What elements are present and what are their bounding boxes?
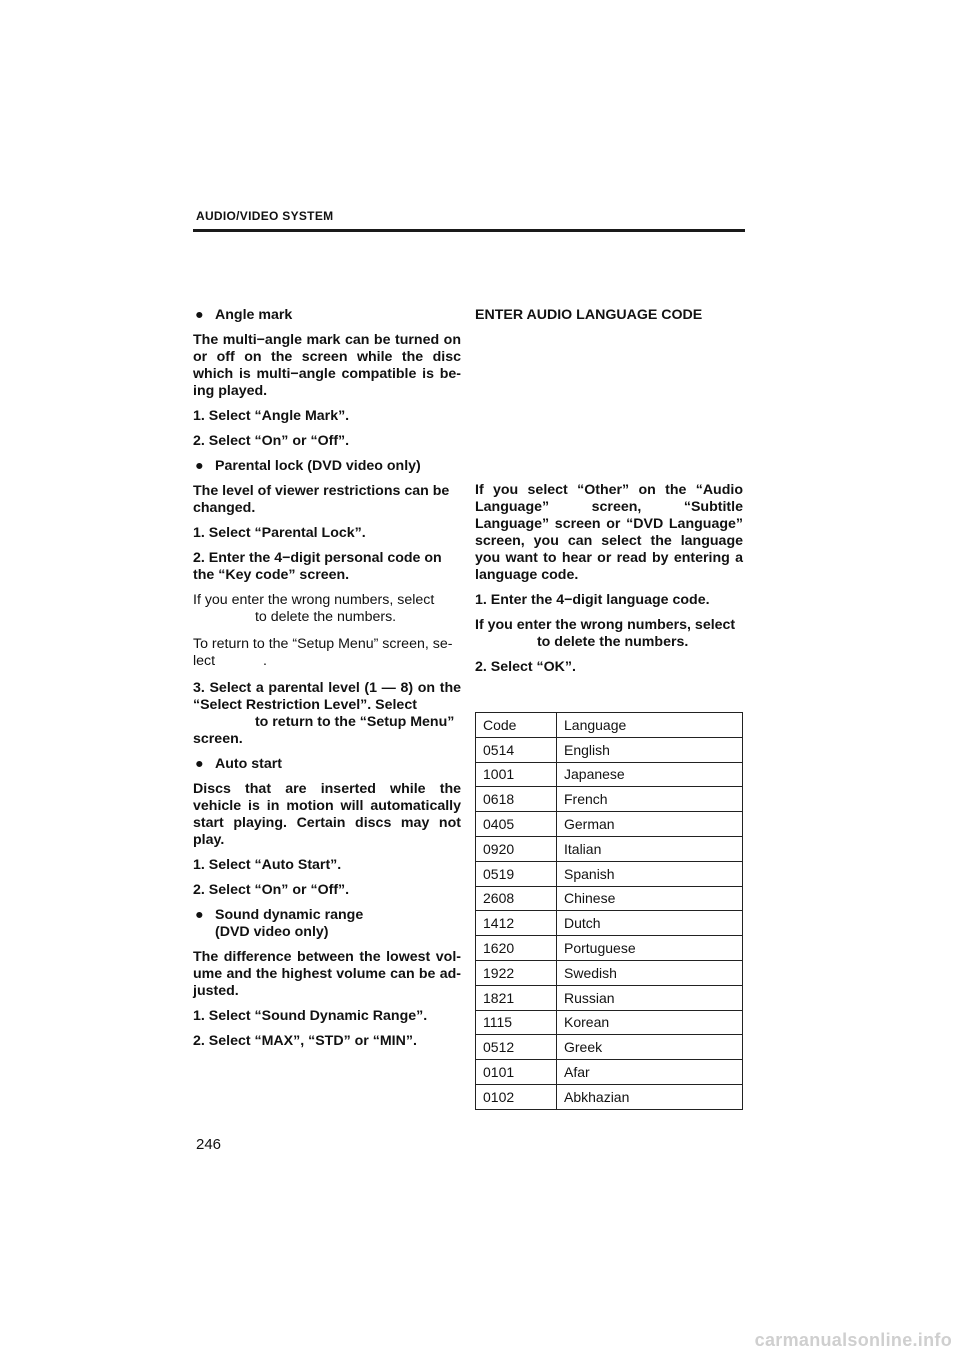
page-number: 246: [196, 1136, 222, 1153]
language-code-cell: 2608: [476, 886, 557, 911]
parental-lock-heading: [193, 458, 461, 475]
language-name-cell: Portuguese: [557, 936, 743, 961]
angle-step-2: 2. Select “On” or “Off”.: [193, 433, 350, 449]
left-column: [193, 307, 461, 1050]
language-wrong-note: [475, 617, 743, 651]
sdr-title-2: (DVD video only): [215, 924, 329, 940]
language-code-cell: 1412: [476, 911, 557, 936]
audio-language-title: ENTER AUDIO LANGUAGE CODE: [475, 307, 703, 323]
language-code-table: [475, 712, 743, 1110]
table-row: [476, 911, 743, 936]
screen-illustration-placeholder: [475, 324, 743, 472]
language-code-cell: 0514: [476, 737, 557, 762]
delete-button-icon: [193, 611, 251, 621]
parental-step-3c: screen.: [193, 731, 243, 747]
language-code-cell: 1115: [476, 1010, 557, 1035]
auto-start-step-1: 1. Select “Auto Start”.: [193, 857, 342, 873]
table-row: [476, 1060, 743, 1085]
table-header-row: [476, 713, 743, 738]
language-name-cell: Afar: [557, 1060, 743, 1085]
sdr-step-2: 2. Select “MAX”, “STD” or “MIN”.: [193, 1033, 417, 1049]
language-code-cell: 0102: [476, 1084, 557, 1109]
language-name-cell: Dutch: [557, 911, 743, 936]
language-name-cell: Spanish: [557, 861, 743, 886]
table-row: [476, 985, 743, 1010]
table-row: [476, 762, 743, 787]
language-wrong-note-a: If you enter the wrong numbers, select: [475, 617, 736, 633]
table-row: [476, 1084, 743, 1109]
language-code-cell: 1001: [476, 762, 557, 787]
angle-step-1: 1. Select “Angle Mark”.: [193, 408, 350, 424]
delete-button-icon: [475, 636, 533, 646]
angle-mark-title: Angle mark: [215, 307, 293, 323]
header-rule: [193, 229, 745, 232]
language-step-1: 1. Enter the 4−digit language code.: [475, 592, 710, 608]
return-note-b: lect: [193, 653, 216, 669]
parental-step-3: [193, 680, 461, 748]
language-code-cell: 0405: [476, 812, 557, 837]
angle-mark-description: The multi−angle mark can be turned on or off on the screen while the disc which is multi−angle compatible is be- ing played.: [193, 332, 461, 399]
wrong-numbers-note: [193, 592, 461, 626]
language-step-2: 2. Select “OK”.: [475, 659, 576, 675]
section-header: AUDIO/VIDEO SYSTEM: [196, 209, 334, 223]
return-note: To return to the “Setup Menu” screen, se- lect .: [193, 636, 453, 669]
parental-step-2: 2. Enter the 4−digit personal code on the “Key code” screen.: [193, 550, 442, 583]
bullet-icon: ●: [195, 756, 204, 772]
language-code-cell: 1821: [476, 985, 557, 1010]
sdr-description: The difference between the lowest vol- ume and the highest volume can be ad- justed.: [193, 949, 461, 999]
back-button-icon: [193, 716, 251, 726]
parental-lock-title: Parental lock (DVD video only): [215, 458, 421, 474]
bullet-icon: ●: [195, 458, 204, 474]
parental-lock-description: The level of viewer restrictions can be changed.: [193, 483, 450, 516]
auto-start-title: Auto start: [215, 756, 282, 772]
table-row: [476, 886, 743, 911]
language-code-cell: 0101: [476, 1060, 557, 1085]
watermark: carmanualsonline.info: [754, 1330, 952, 1350]
table-row: [476, 861, 743, 886]
table-row: [476, 936, 743, 961]
bullet-icon: ●: [195, 307, 204, 323]
language-code-cell: 1922: [476, 960, 557, 985]
language-name-cell: Abkhazian: [557, 1084, 743, 1109]
parental-step-3b: to return to the “Setup Menu”: [254, 714, 455, 730]
language-code-cell: 0519: [476, 861, 557, 886]
language-name-cell: Korean: [557, 1010, 743, 1035]
language-name-cell: German: [557, 812, 743, 837]
table-row: [476, 737, 743, 762]
wrong-numbers-note-a: If you enter the wrong numbers, select: [193, 592, 435, 608]
language-code-cell: 0618: [476, 787, 557, 812]
language-wrong-note-b: to delete the numbers.: [536, 634, 689, 650]
language-name-cell: Russian: [557, 985, 743, 1010]
wrong-numbers-note-b: to delete the numbers.: [254, 609, 397, 625]
language-name-cell: French: [557, 787, 743, 812]
sdr-step-1: 1. Select “Sound Dynamic Range”.: [193, 1008, 428, 1024]
table-row: [476, 836, 743, 861]
auto-start-heading: [193, 756, 461, 773]
language-code-cell: 0920: [476, 836, 557, 861]
language-name-cell: Swedish: [557, 960, 743, 985]
bullet-icon: ●: [195, 907, 204, 923]
column-header-code: Code: [476, 713, 557, 738]
return-note-a: To return to the “Setup Menu” screen, se-: [193, 636, 453, 652]
right-column: [475, 307, 743, 676]
audio-language-description: If you select “Other” on the “Audio Language” screen, “Subtitle Language” screen or “DVD Language” screen, you can select the language you want to hear or read by entering a language code.: [475, 482, 743, 583]
table-row: [476, 812, 743, 837]
table-row: [476, 1035, 743, 1060]
angle-mark-heading: [193, 307, 461, 324]
parental-step-1: 1. Select “Parental Lock”.: [193, 525, 366, 541]
language-name-cell: Japanese: [557, 762, 743, 787]
auto-start-description: Discs that are inserted while the vehicle is in motion will automatically start playing. Certain discs may not play.: [193, 781, 461, 848]
language-name-cell: Italian: [557, 836, 743, 861]
sdr-title-1: Sound dynamic range: [215, 907, 364, 923]
table-row: [476, 1010, 743, 1035]
back-button-icon: [219, 655, 263, 665]
language-name-cell: Greek: [557, 1035, 743, 1060]
parental-step-3a: 3. Select a parental level (1 — 8) on the “Select Restriction Level”. Select: [193, 680, 461, 713]
table-row: [476, 960, 743, 985]
auto-start-step-2: 2. Select “On” or “Off”.: [193, 882, 350, 898]
language-name-cell: English: [557, 737, 743, 762]
sound-dynamic-range-heading: [193, 907, 461, 941]
table-row: [476, 787, 743, 812]
language-name-cell: Chinese: [557, 886, 743, 911]
column-header-language: Language: [557, 713, 743, 738]
language-code-cell: 1620: [476, 936, 557, 961]
language-code-cell: 0512: [476, 1035, 557, 1060]
